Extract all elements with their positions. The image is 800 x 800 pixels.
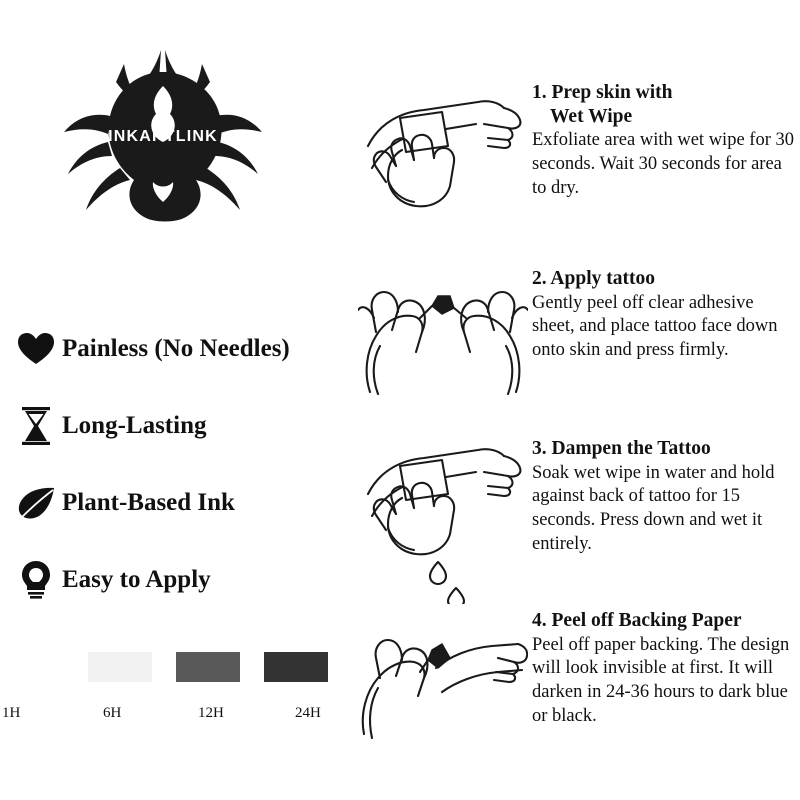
step-3-body: Soak wet wipe in water and hold against back of tattoo for 15 seconds. Press down and wet it entirely.	[532, 462, 775, 554]
swatch-1h	[0, 652, 64, 682]
step-4-body: Peel off paper backing. The design will look invisible at first. It will darken in 24-36 hours to dark blue or black.	[532, 634, 790, 726]
feature-label: Plant-Based Ink	[62, 488, 235, 516]
swatch-label-12h: 12H	[198, 705, 224, 721]
feature-label: Easy to Apply	[62, 565, 211, 593]
hand-wiping-forearm-illustration	[358, 82, 528, 228]
brand-logo	[58, 42, 268, 227]
feature-item	[10, 541, 350, 618]
step-4	[358, 610, 800, 780]
swatch-label-6h: 6H	[103, 705, 122, 721]
two-hands-peeling-sheet-illustration	[358, 268, 528, 404]
step-2-text	[528, 268, 800, 363]
step-2-body: Gently peel off clear adhesive sheet, and place tattoo face down onto skin and press firmly.	[532, 292, 778, 360]
step-4-text	[528, 610, 800, 728]
darkness-scale	[0, 645, 352, 725]
feature-label: Painless (No Needles)	[62, 334, 290, 362]
hand-peeling-backing-paper-illustration	[358, 610, 528, 746]
swatch-12h	[176, 652, 240, 682]
swatch-label-1h: 1H	[2, 705, 21, 721]
step-3	[358, 438, 800, 610]
step-1-body: Exfoliate area with wet wipe for 30 seconds. Wait 30 seconds for area to dry.	[532, 130, 794, 198]
swatch-6h	[88, 652, 152, 682]
step-1-title: 1. Prep skin with	[532, 82, 673, 103]
heart-icon	[10, 331, 62, 367]
feature-item	[10, 464, 350, 541]
left-column	[0, 0, 352, 800]
step-1-title-line2: Wet Wipe	[550, 105, 633, 127]
steps-list	[358, 82, 800, 780]
hourglass-icon	[10, 406, 62, 446]
step-4-title: 4. Peel off Backing Paper	[532, 610, 742, 631]
feature-item	[10, 310, 350, 387]
step-3-text	[528, 438, 800, 556]
feature-list	[10, 310, 350, 618]
step-2-title: 2. Apply tattoo	[532, 268, 655, 289]
step-2	[358, 268, 800, 438]
feature-label: Long-Lasting	[62, 411, 207, 439]
swatch-24h	[264, 652, 328, 682]
leaf-icon	[10, 485, 62, 521]
swatch-label-24h: 24H	[295, 705, 321, 721]
brand-name: INKARTLINK	[108, 128, 218, 145]
step-1-text	[528, 82, 800, 200]
step-3-title: 3. Dampen the Tattoo	[532, 438, 711, 459]
bulb-icon	[10, 559, 62, 601]
hand-dampening-tattoo-with-drops-illustration	[358, 438, 528, 604]
step-1	[358, 82, 800, 268]
feature-item	[10, 387, 350, 464]
